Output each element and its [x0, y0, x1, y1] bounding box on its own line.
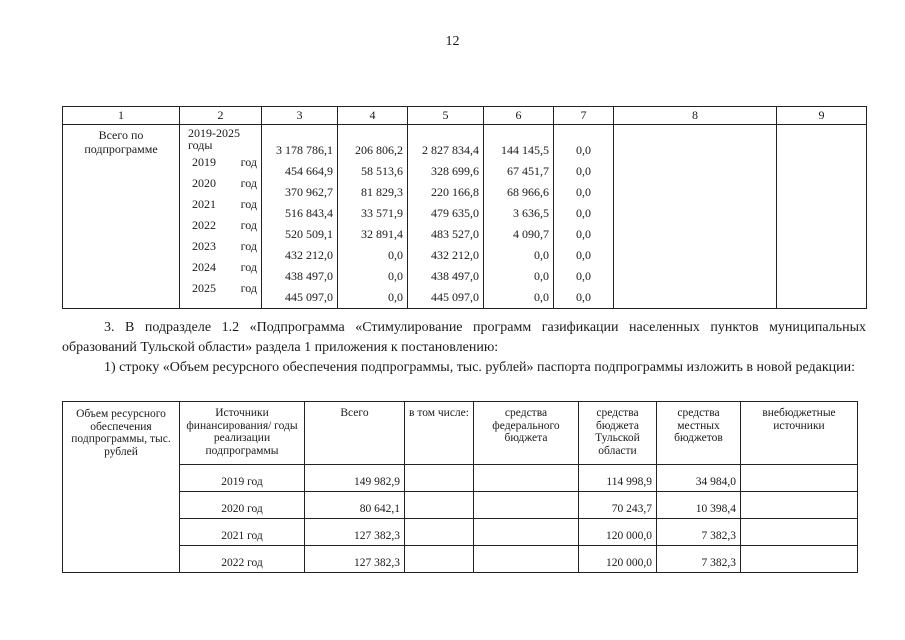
- row-label: Объем ресурсного обеспечения подпрограммы, тыс. рублей: [63, 402, 180, 573]
- page-number: 12: [445, 34, 460, 49]
- col-header: 2: [180, 107, 262, 125]
- header-row: [63, 107, 867, 125]
- years-cell: [180, 125, 262, 309]
- col6-value: 0,0: [534, 248, 549, 262]
- year-cell: 2022 год: [180, 546, 305, 573]
- col6-value: 0,0: [534, 269, 549, 283]
- col-header: 5: [408, 107, 484, 125]
- year-cell: 2019 год: [180, 465, 305, 492]
- col4-value: 81 829,3: [361, 185, 403, 199]
- extra-cell: [741, 546, 858, 573]
- col5-value: 483 527,0: [431, 227, 479, 241]
- col4-values: [338, 125, 408, 309]
- col4-value: 0,0: [388, 290, 403, 304]
- col3-value: 432 212,0: [285, 248, 333, 262]
- col3-value: 3 178 786,1: [276, 143, 333, 157]
- col6-value: 0,0: [534, 290, 549, 304]
- empty-cell: [777, 125, 867, 309]
- local-cell: 10 398,4: [657, 492, 741, 519]
- col6-value: 67 451,7: [507, 164, 549, 178]
- col5-values: [408, 125, 484, 309]
- paragraph-3-1: 1) строку «Объем ресурсного обеспечения подпрограммы, тыс. рублей» паспорта подпрограммы изложить в новой редакции:: [104, 360, 856, 375]
- extra-cell: [741, 492, 858, 519]
- col5-value: 445 097,0: [431, 290, 479, 304]
- col7-value: 0,0: [576, 206, 591, 220]
- col4-value: 33 571,9: [361, 206, 403, 220]
- col3-values: [262, 125, 338, 309]
- col6-value: 4 090,7: [513, 227, 549, 241]
- col7-values: [554, 125, 614, 309]
- year-label: 2025 год: [192, 281, 257, 295]
- col7-value: 0,0: [576, 269, 591, 283]
- table-row: [63, 492, 858, 519]
- empty-cell: [405, 465, 474, 492]
- col5-value: 328 699,6: [431, 164, 479, 178]
- year-label: 2020 год: [192, 176, 257, 190]
- col3-value: 370 962,7: [285, 185, 333, 199]
- total-cell: 149 982,9: [305, 465, 405, 492]
- col-header: 4: [338, 107, 408, 125]
- col-header: внебюджетные источники: [741, 402, 858, 465]
- col3-value: 445 097,0: [285, 290, 333, 304]
- col7-value: 0,0: [576, 185, 591, 199]
- col7-value: 0,0: [576, 290, 591, 304]
- total-cell: 127 382,3: [305, 546, 405, 573]
- col7-value: 0,0: [576, 248, 591, 262]
- col5-value: 2 827 834,4: [422, 143, 479, 157]
- col5-value: 220 166,8: [431, 185, 479, 199]
- extra-cell: [741, 465, 858, 492]
- resource-table: [62, 401, 858, 573]
- col3-value: 520 509,1: [285, 227, 333, 241]
- total-cell: 80 642,1: [305, 492, 405, 519]
- col7-value: 0,0: [576, 143, 591, 157]
- empty-cell: [405, 546, 474, 573]
- subprogram-totals-table: [62, 106, 867, 309]
- col-header: Всего: [305, 402, 405, 465]
- federal-cell: [474, 465, 579, 492]
- col-header: средства федерального бюджета: [474, 402, 579, 465]
- local-cell: 34 984,0: [657, 465, 741, 492]
- col4-value: 32 891,4: [361, 227, 403, 241]
- col-header: в том числе:: [405, 402, 474, 465]
- empty-cell: [405, 519, 474, 546]
- col-header: 1: [63, 107, 180, 125]
- federal-cell: [474, 519, 579, 546]
- col-header: 8: [614, 107, 777, 125]
- year-label: 2021 год: [192, 197, 257, 211]
- col3-value: 516 843,4: [285, 206, 333, 220]
- col5-value: 479 635,0: [431, 206, 479, 220]
- empty-cell: [405, 492, 474, 519]
- row-label: Всего по подпрограмме: [63, 125, 180, 309]
- col4-value: 206 806,2: [355, 143, 403, 157]
- table-row: [63, 519, 858, 546]
- table-row: [63, 546, 858, 573]
- table-row: [63, 465, 858, 492]
- col-header: средства местных бюджетов: [657, 402, 741, 465]
- year-cell: 2020 год: [180, 492, 305, 519]
- col5-value: 432 212,0: [431, 248, 479, 262]
- year-label: 2022 год: [192, 218, 257, 232]
- paragraph-3: 3. В подразделе 1.2 «Подпрограмма «Стимулирование программ газификации населенных пунктов муниципальных образований Тульской области» раздела 1 приложения к постановлению:: [62, 320, 866, 355]
- col5-value: 438 497,0: [431, 269, 479, 283]
- regional-cell: 114 998,9: [579, 465, 657, 492]
- col-header: 6: [484, 107, 554, 125]
- extra-cell: [741, 519, 858, 546]
- col-header: 9: [777, 107, 867, 125]
- year-cell: 2021 год: [180, 519, 305, 546]
- data-row: [63, 125, 867, 309]
- col4-value: 0,0: [388, 248, 403, 262]
- col-header: Источники финансирования/ годы реализации подпрограммы: [180, 402, 305, 465]
- total-cell: 127 382,3: [305, 519, 405, 546]
- col6-value: 3 636,5: [513, 206, 549, 220]
- local-cell: 7 382,3: [657, 546, 741, 573]
- col3-value: 454 664,9: [285, 164, 333, 178]
- col6-value: 144 145,5: [501, 143, 549, 157]
- col6-value: 68 966,6: [507, 185, 549, 199]
- regional-cell: 120 000,0: [579, 519, 657, 546]
- empty-cell: [614, 125, 777, 309]
- col3-value: 438 497,0: [285, 269, 333, 283]
- col7-value: 0,0: [576, 164, 591, 178]
- col6-values: [484, 125, 554, 309]
- regional-cell: 70 243,7: [579, 492, 657, 519]
- col-header: средства бюджета Тульской области: [579, 402, 657, 465]
- regional-cell: 120 000,0: [579, 546, 657, 573]
- local-cell: 7 382,3: [657, 519, 741, 546]
- header-row: [63, 402, 858, 465]
- year-label: 2023 год: [192, 239, 257, 253]
- federal-cell: [474, 546, 579, 573]
- period-label: 2019-2025 годы: [188, 126, 240, 152]
- federal-cell: [474, 492, 579, 519]
- col-header: 3: [262, 107, 338, 125]
- year-label: 2019 год: [192, 155, 257, 169]
- col4-value: 58 513,6: [361, 164, 403, 178]
- col4-value: 0,0: [388, 269, 403, 283]
- col-header: 7: [554, 107, 614, 125]
- col7-value: 0,0: [576, 227, 591, 241]
- year-label: 2024 год: [192, 260, 257, 274]
